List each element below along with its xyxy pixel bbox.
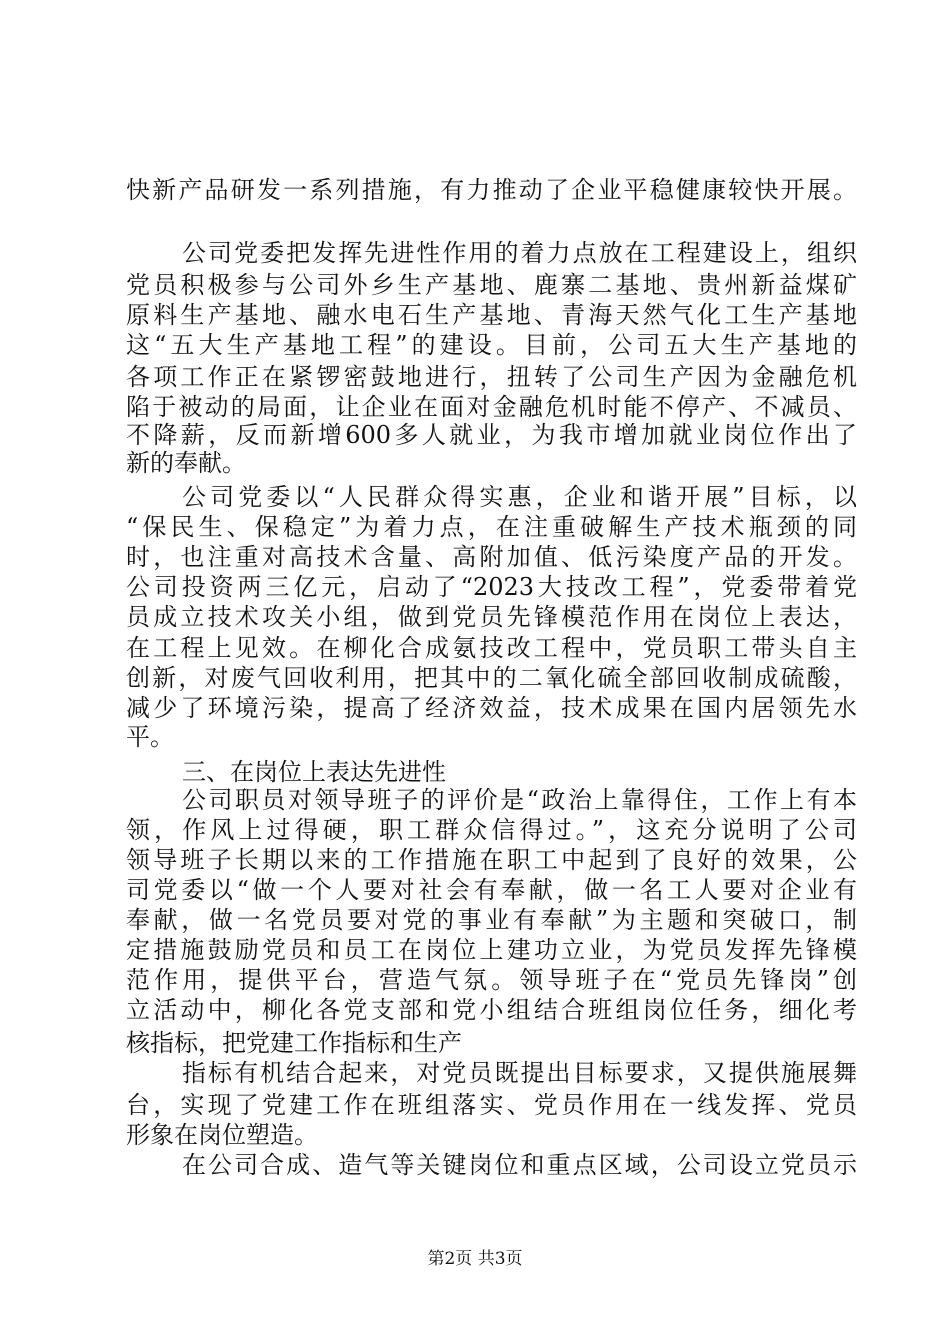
- text-line: 定措施鼓励党员和员工在岗位上建功立业，为党员发挥先锋模: [126, 936, 857, 964]
- text-line: “保民生、保稳定”为着力点，在注重破解生产技术瓶颈的同: [126, 513, 857, 541]
- text-line: 在工程上见效。在柳化合成氨技改工程中，党员职工带头自主: [126, 634, 857, 662]
- text-line: 范作用，提供平台，营造气氛。领导班子在“党员先锋岗”创: [126, 966, 857, 994]
- text-line: 时，也注重对高技术含量、高附加值、低污染度产品的开发。: [126, 543, 857, 571]
- text-line: 党员积极参与公司外乡生产基地、鹿寨二基地、贵州新益煤矿: [126, 271, 857, 299]
- text-line: 创新，对废气回收利用，把其中的二氧化硫全部回收制成硫酸，: [126, 664, 857, 692]
- text-line: 快新产品研发一系列措施，有力推动了企业平稳健康较快开展。: [126, 176, 857, 204]
- text-line: 各项工作正在紧锣密鼓地进行，扭转了公司生产因为金融危机: [126, 363, 857, 391]
- text-line: 平。: [126, 723, 174, 751]
- text-line: 员成立技术攻关小组，做到党员先锋模范作用在岗位上表达，: [126, 603, 857, 631]
- text-line: 立活动中，柳化各党支部和党小组结合班组岗位任务，细化考: [126, 996, 857, 1024]
- text-line: 新的奉献。: [126, 449, 246, 477]
- section-heading: 三、在岗位上表达先进性: [182, 758, 446, 786]
- text-line: 台，实现了党建工作在班组落实、党员作用在一线发挥、党员: [126, 1091, 857, 1119]
- text-line: 司党委以“做一个人要对社会有奉献，做一名工人要对企业有: [126, 876, 857, 904]
- text-line: 奉献，做一名党员要对党的事业有奉献”为主题和突破口，制: [126, 906, 857, 934]
- text-line: 指标有机结合起来，对党员既提出目标要求，又提供施展舞: [182, 1059, 857, 1087]
- text-line: 公司党委以“人民群众得实惠，企业和谐开展”目标，以: [182, 483, 857, 511]
- text-line: 不降薪，反而新增600多人就业，为我市增加就业岗位作出了: [126, 421, 857, 449]
- text-line: 公司职员对领导班子的评价是“政治上靠得住，工作上有本: [182, 786, 857, 814]
- text-line: 陷于被动的局面，让企业在面对金融危机时能不停产、不减员、: [126, 393, 857, 421]
- text-line: 形象在岗位塑造。: [126, 1121, 318, 1149]
- text-line: 在公司合成、造气等关键岗位和重点区域，公司设立党员示: [182, 1151, 857, 1179]
- text-line: 减少了环境污染，提高了经济效益，技术成果在国内居领先水: [126, 694, 857, 722]
- text-line: 领，作风上过得硬，职工群众信得过。”，这充分说明了公司: [126, 816, 857, 844]
- text-line: 核指标，把党建工作指标和生产: [126, 1029, 462, 1057]
- text-line: 公司投资两三亿元，启动了“2023大技改工程”，党委带着党: [126, 573, 857, 601]
- text-line: 原料生产基地、融水电石生产基地、青海天然气化工生产基地: [126, 301, 857, 329]
- text-line: 公司党委把发挥先进性作用的着力点放在工程建设上，组织: [182, 239, 857, 267]
- text-line: 这“五大生产基地工程”的建设。目前，公司五大生产基地的: [126, 331, 857, 359]
- page-footer: 第2页 共3页: [427, 1249, 523, 1269]
- text-line: 领导班子长期以来的工作措施在职工中起到了良好的效果，公: [126, 846, 857, 874]
